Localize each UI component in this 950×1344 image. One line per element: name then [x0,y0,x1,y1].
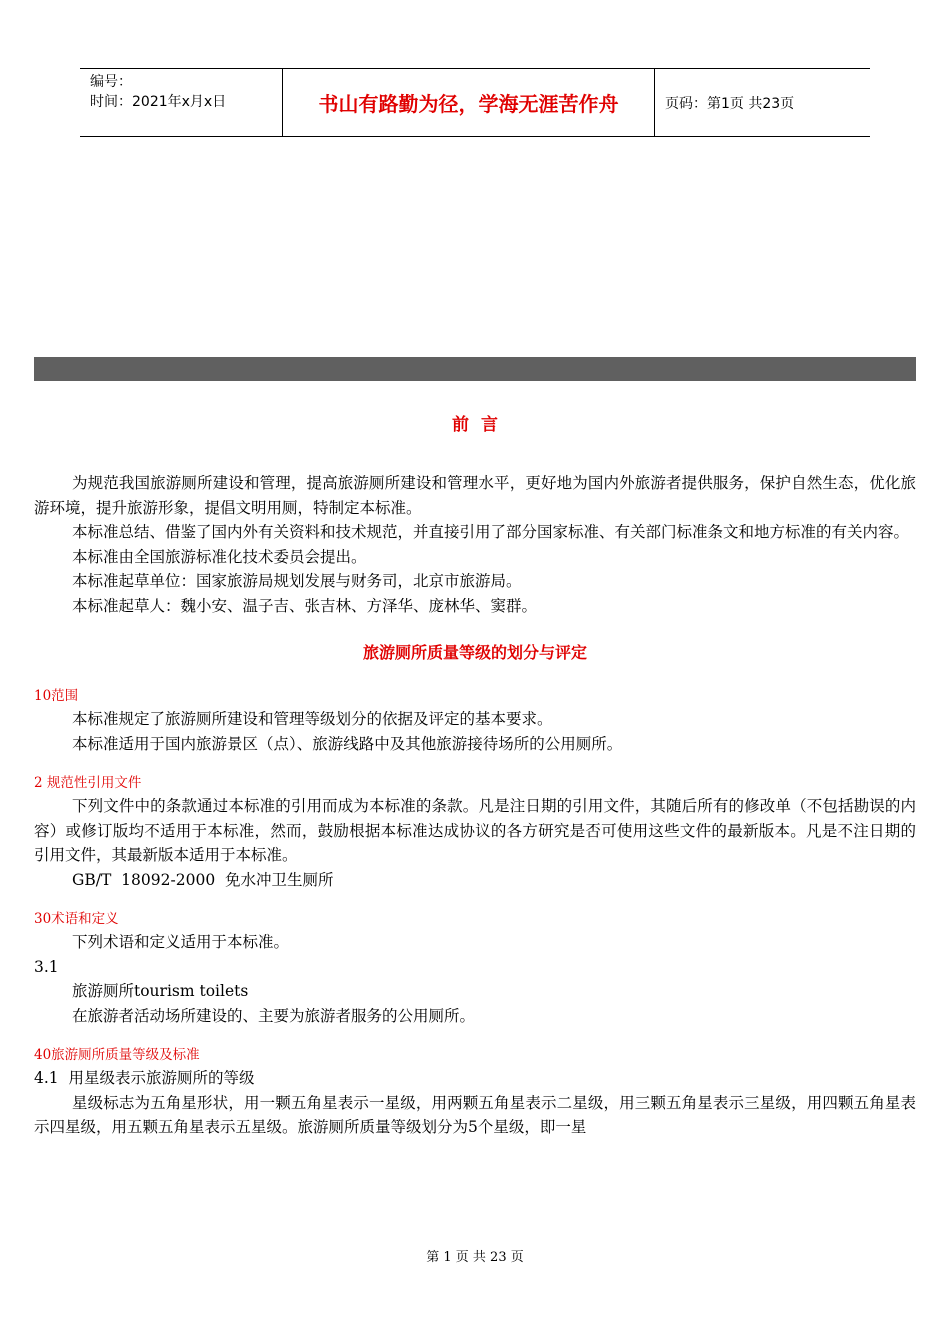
references-paragraph: 下列文件中的条款通过本标准的引用而成为本标准的条款。凡是注日期的引用文件，其随后所有的修改单（不包括勘误的内容）或修订版均不适用于本标准，然而，鼓励根据本标准达成协议的各方研究是否可使用这些文件的最新版本。凡是不注日期的引用文件，其最新版本适用于本标准。 [34,797,916,864]
preface-paragraph: 本标准起草人：魏小安、温子吉、张吉林、方泽华、庞林华、窦群。 [72,596,538,615]
scope-paragraph: 本标准适用于国内旅游景区（点）、旅游线路中及其他旅游接待场所的公用厕所。 [72,734,623,753]
preface-paragraph: 为规范我国旅游厕所建设和管理，提高旅游厕所建设和管理水平，更好地为国内外旅游者提供服务，保护自然生态，优化旅游环境，提升旅游形象，提倡文明用厕，特制定本标准。 [34,474,916,517]
scope-paragraph: 本标准规定了旅游厕所建设和管理等级划分的依据及评定的基本要求。 [72,710,553,728]
grades-subheading: 4.1 用星级表示旅游厕所的等级 [34,1069,255,1087]
section-heading-references: 2 规范性引用文件 [34,775,142,791]
page-header [80,68,870,137]
preface-paragraph: 本标准起草单位：国家旅游局规划发展与财务司，北京市旅游局。 [72,572,522,590]
grades-paragraph: 星级标志为五角星形状，用一颗五角星表示一星级，用两颗五角星表示二星级，用三颗五角星表示三星级，用四颗五角星表示四星级，用五颗五角星表示五星级。旅游厕所质量等级划分为5个星级，即一星 [34,1093,916,1136]
document-title: 旅游厕所质量等级的划分与评定 [362,643,587,662]
code-label: 编号： [90,74,132,90]
preface-paragraph: 本标准由全国旅游标准化技术委员会提出。 [72,547,367,566]
divider-bar [34,357,916,381]
section-heading-scope: 10范围 [34,688,79,704]
header-page-info: 页码：第1页 共23页 [665,95,795,112]
preface-paragraph: 本标准总结、借鉴了国内外有关资料和技术规范，并直接引用了部分国家标准、有关部门标准条文和地方标准的有关内容。 [72,523,910,541]
time-label: 时间：2021年x月x日 [90,94,227,110]
header-motto: 书山有路勤为径，学海无涯苦作舟 [283,69,655,136]
term-name: 旅游厕所tourism toilets [72,982,249,1000]
section-heading-terms: 30术语和定义 [34,911,119,927]
term-number: 3.1 [34,957,59,976]
term-definition: 在旅游者活动场所建设的、主要为旅游者服务的公用厕所。 [72,1006,476,1025]
section-heading-grades: 40旅游厕所质量等级及标准 [34,1047,200,1063]
reference-item: GB/T 18092-2000 免水冲卫生厕所 [72,870,334,889]
header-meta [80,69,283,136]
terms-intro: 下列术语和定义适用于本标准。 [72,933,290,951]
page-footer: 第 1 页 共 23 页 [426,1250,524,1265]
preface-title: 前言 [452,415,510,435]
document-body [34,400,916,1140]
